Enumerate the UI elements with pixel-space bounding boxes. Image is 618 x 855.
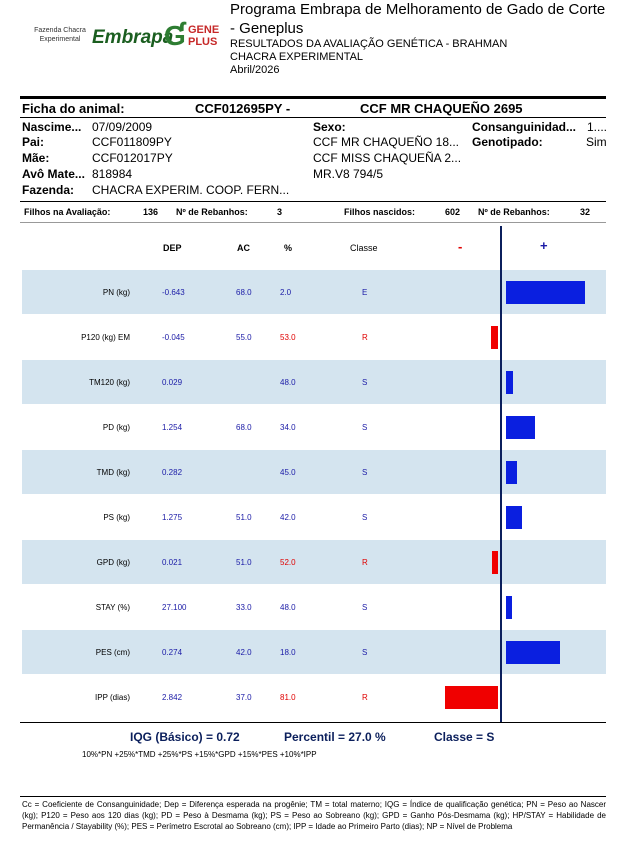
rebanhos-label-2: Nº de Rebanhos: [478, 207, 550, 217]
rebanhos-value-2: 32 [580, 207, 591, 217]
classe-value: E [362, 288, 368, 297]
classe-value: R [362, 333, 368, 342]
dep-value: 0.274 [162, 648, 183, 657]
mae-value: CCF012017PY [92, 151, 173, 165]
trait-label: IPP (dias) [95, 693, 130, 702]
iqg-formula: 10%*PN +25%*TMD +25%*PS +15%*GPD +15%*PES +10%*IPP [82, 750, 317, 759]
mae-label: Mãe: [22, 151, 50, 165]
pct-value: 42.0 [280, 513, 296, 522]
geneplus-text-gene: GENE [188, 24, 220, 36]
dep-bar [506, 371, 513, 394]
ficha-label: Ficha do animal: [22, 101, 125, 116]
ac-value: 68.0 [236, 288, 252, 297]
table-bottom-rule [20, 722, 606, 723]
ac-value: 51.0 [236, 558, 252, 567]
header-minus: - [458, 239, 463, 254]
pct-value: 81.0 [280, 693, 296, 702]
geneplus-logo [164, 22, 226, 52]
table-top-rule [20, 222, 606, 223]
dep-bar [506, 596, 512, 619]
classe-value: S [362, 648, 368, 657]
header-dep: DEP [163, 243, 182, 253]
dep-value: -0.045 [162, 333, 185, 342]
trait-label: PN (kg) [102, 288, 130, 297]
sexo-label: Sexo: [313, 120, 346, 134]
dep-bar [506, 461, 517, 484]
trait-label: PES (cm) [95, 648, 130, 657]
pai-nome: CCF MR CHAQUEÑO 18... [313, 135, 460, 149]
trait-label: PD (kg) [102, 423, 130, 432]
pct-value: 52.0 [280, 558, 296, 567]
genotipado-label: Genotipado: [472, 135, 543, 149]
pct-value: 34.0 [280, 423, 296, 432]
dep-value: 1.275 [162, 513, 183, 522]
pct-value: 48.0 [280, 378, 296, 387]
classe-value: S [362, 468, 368, 477]
trait-label: P120 (kg) EM [81, 333, 130, 342]
dep-value: 0.021 [162, 558, 183, 567]
trait-label: GPD (kg) [96, 558, 130, 567]
dep-bar [506, 641, 560, 664]
classe-value: R [362, 693, 368, 702]
header-classe: Classe [350, 243, 378, 253]
ficha-top-rule [20, 96, 606, 99]
filhos-nascidos-label: Filhos nascidos: [344, 207, 416, 217]
fazenda-value: CHACRA EXPERIM. COOP. FERN... [92, 183, 290, 197]
dep-value: -0.643 [162, 288, 185, 297]
trait-label: PS (kg) [103, 513, 130, 522]
pct-value: 48.0 [280, 603, 296, 612]
pct-value: 45.0 [280, 468, 296, 477]
nascimento-value: 07/09/2009 [92, 120, 153, 134]
ac-value: 33.0 [236, 603, 252, 612]
header-ac: AC [237, 243, 250, 253]
percentil-value: Percentil = 27.0 % [284, 730, 386, 744]
classe-value: R [362, 558, 368, 567]
classe-value: S [362, 423, 368, 432]
dep-value: 27.100 [162, 603, 187, 612]
mae-nome: CCF MISS CHAQUEÑA 2... [313, 151, 462, 165]
info-divider [20, 201, 606, 202]
zero-axis [500, 226, 502, 722]
filhos-nascidos-value: 602 [445, 207, 461, 217]
classe-value: S [362, 603, 368, 612]
trait-label: TMD (kg) [96, 468, 130, 477]
fazenda-label: Fazenda: [22, 183, 75, 197]
ficha-divider [20, 117, 606, 118]
ac-value: 51.0 [236, 513, 252, 522]
avo-label: Avô Mate... [22, 167, 85, 181]
legend-rule [20, 796, 606, 797]
dep-bar [491, 326, 498, 349]
program-title: Programa Embrapa de Melhoramento de Gado de Corte - Geneplus [230, 1, 606, 37]
animal-name: CCF MR CHAQUEÑO 2695 [360, 101, 523, 116]
embrapa-logo: Embrapa [92, 27, 174, 48]
dep-bar [506, 281, 585, 304]
dep-bar [506, 416, 535, 439]
pai-label: Pai: [22, 135, 45, 149]
dep-value: 2.842 [162, 693, 183, 702]
pct-value: 2.0 [280, 288, 292, 297]
pct-value: 18.0 [280, 648, 296, 657]
dep-value: 0.029 [162, 378, 183, 387]
trait-label: STAY (%) [95, 603, 130, 612]
genotipado-value: Sim [586, 135, 607, 149]
header-plus: + [540, 238, 548, 253]
classe-value: Classe = S [434, 730, 495, 744]
geneplus-icon: Ɠ [164, 20, 186, 51]
classe-value: S [362, 513, 368, 522]
dep-value: 0.282 [162, 468, 183, 477]
rebanhos-value-1: 3 [277, 207, 283, 217]
avo-nome: MR.V8 794/5 [313, 167, 384, 181]
ac-value: 42.0 [236, 648, 252, 657]
fazenda-logo: Fazenda Chacra Experimental [34, 27, 86, 43]
geneplus-text-plus: PLUS [188, 36, 218, 48]
filhos-avaliacao-value: 136 [143, 207, 159, 217]
subtitle-line-3: Abril/2026 [230, 64, 280, 76]
ac-value: 37.0 [236, 693, 252, 702]
subtitle-line-2: CHACRA EXPERIMENTAL [230, 51, 364, 63]
dep-bar [445, 686, 498, 709]
pct-value: 53.0 [280, 333, 296, 342]
rebanhos-label-1: Nº de Rebanhos: [176, 207, 248, 217]
animal-id: CCF012695PY - [195, 101, 291, 116]
ac-value: 55.0 [236, 333, 252, 342]
dep-value: 1.254 [162, 423, 183, 432]
program-subtitle [230, 38, 507, 77]
trait-label: TM120 (kg) [89, 378, 130, 387]
classe-value: S [362, 378, 368, 387]
filhos-avaliacao-label: Filhos na Avaliação: [24, 207, 111, 217]
dep-bar [492, 551, 498, 574]
avo-value: 818984 [92, 167, 133, 181]
consang-label: Consanguinidad... [472, 120, 576, 134]
nascimento-label: Nascime... [22, 120, 82, 134]
pai-value: CCF011809PY [92, 135, 172, 149]
consang-value: 1.... [587, 120, 608, 134]
dep-bar [506, 506, 522, 529]
ac-value: 68.0 [236, 423, 252, 432]
legend-text: Cc = Coeficiente de Consanguinidade; Dep = Diferença esperada na progênie; TM = total materno; IQG = Índice de qualificação genética; PN = Peso ao Nascer (kg); P120 = Peso aos 120 dias (kg); PD = Peso à Desmama (kg); PS = Peso ao Sobreano (kg); GPD = Ganho Pós-Desmama (kg); HP/STAY = Habilidade de Permanência / Stayability (%); PES = Perímetro Escrotal ao Sobreano (cm); IPP = Idade ao Primeiro Parto (dias); NP = Nível de Problema [22, 800, 606, 831]
iqg-value: IQG (Básico) = 0.72 [130, 730, 240, 744]
subtitle-line-1: RESULTADOS DA AVALIAÇÃO GENÉTICA - BRAHMAN [230, 38, 508, 50]
header-pct: % [284, 243, 293, 253]
